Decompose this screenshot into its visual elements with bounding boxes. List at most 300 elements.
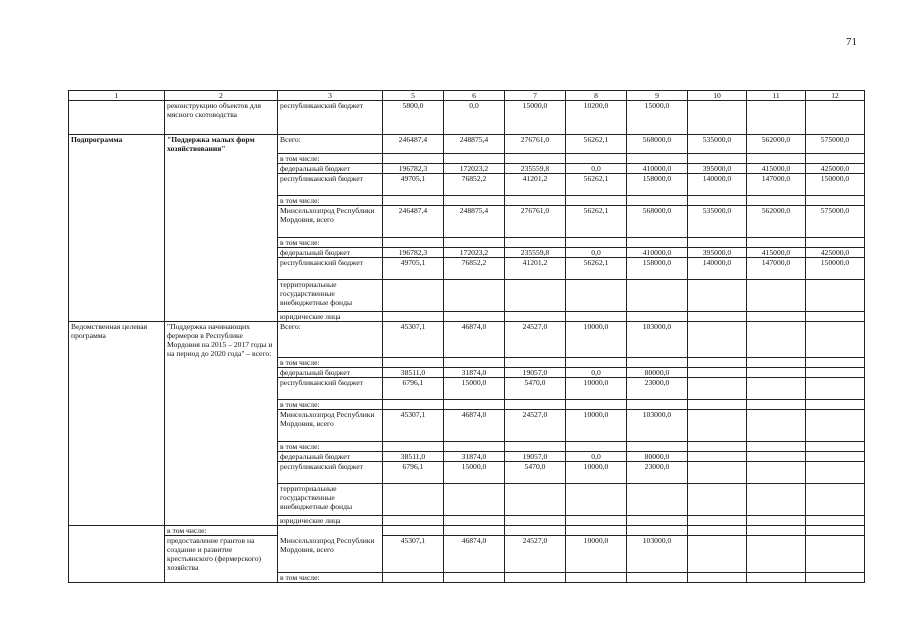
value-cell [566, 516, 627, 526]
program-type-cell [69, 237, 165, 247]
value-cell [444, 358, 505, 368]
value-cell [383, 153, 444, 163]
value-cell: 410000,0 [627, 163, 688, 173]
program-type-cell [69, 452, 165, 462]
value-cell: 147000,0 [747, 173, 806, 195]
table-row [69, 163, 865, 173]
value-cell [688, 452, 747, 462]
table-row [69, 400, 865, 410]
value-cell [505, 153, 566, 163]
column-header: 2 [165, 91, 278, 101]
value-cell: 140000,0 [688, 173, 747, 195]
table-row [69, 484, 865, 516]
program-name-cell: "Поддержка начинающих фермеров в Республике Мордовия на 2015 – 2017 годы и на период до 2020 года" – всего: [165, 321, 278, 358]
value-cell [566, 526, 627, 536]
funding-source-cell: в том числе: [278, 442, 383, 452]
table-row [69, 410, 865, 442]
value-cell: 49705,1 [383, 173, 444, 195]
value-cell [444, 279, 505, 311]
program-type-cell [69, 410, 165, 442]
value-cell: 10200,0 [566, 101, 627, 135]
value-cell [806, 462, 865, 484]
table-row [69, 462, 865, 484]
value-cell: 56262,1 [566, 135, 627, 154]
program-name-cell [165, 572, 278, 582]
value-cell: 575000,0 [806, 135, 865, 154]
value-cell: 235559,8 [505, 247, 566, 257]
value-cell [627, 237, 688, 247]
value-cell [688, 526, 747, 536]
value-cell [806, 516, 865, 526]
value-cell [747, 311, 806, 321]
funding-source-cell: юридические лица [278, 516, 383, 526]
value-cell [383, 311, 444, 321]
value-cell [566, 311, 627, 321]
table-row [69, 378, 865, 400]
program-name-cell: предоставление грантов на создание и развитие крестьянского (фермерского) хозяйства [165, 536, 278, 573]
value-cell: 49705,1 [383, 257, 444, 279]
table-row [69, 442, 865, 452]
value-cell: 535000,0 [688, 135, 747, 154]
value-cell: 24527,0 [505, 321, 566, 358]
value-cell [806, 195, 865, 205]
value-cell [747, 572, 806, 582]
program-type-cell [69, 526, 165, 536]
table-row [69, 173, 865, 195]
value-cell [444, 195, 505, 205]
funding-source-cell: территориальные государственные внебюджетные фонды [278, 279, 383, 311]
value-cell: 172023,2 [444, 163, 505, 173]
value-cell [444, 237, 505, 247]
value-cell [505, 358, 566, 368]
table-row [69, 153, 865, 163]
value-cell [688, 311, 747, 321]
table-row [69, 101, 865, 135]
program-name-cell [165, 442, 278, 452]
funding-source-cell: Всего: [278, 321, 383, 358]
value-cell [444, 516, 505, 526]
value-cell [688, 358, 747, 368]
value-cell [806, 153, 865, 163]
value-cell [806, 101, 865, 135]
value-cell [383, 400, 444, 410]
value-cell [747, 516, 806, 526]
program-name-cell [165, 516, 278, 526]
program-name-cell [165, 257, 278, 279]
value-cell [383, 572, 444, 582]
value-cell: 0,0 [566, 247, 627, 257]
table-row [69, 279, 865, 311]
value-cell [505, 279, 566, 311]
program-name-cell [165, 195, 278, 205]
value-cell [806, 378, 865, 400]
value-cell: 425000,0 [806, 163, 865, 173]
value-cell: 10000,0 [566, 378, 627, 400]
table-row [69, 237, 865, 247]
value-cell [627, 358, 688, 368]
value-cell [806, 311, 865, 321]
value-cell [383, 516, 444, 526]
program-name-cell [165, 484, 278, 516]
program-name-cell [165, 163, 278, 173]
value-cell [806, 358, 865, 368]
column-header: 7 [505, 91, 566, 101]
funding-source-cell: федеральный бюджет [278, 368, 383, 378]
column-header: 9 [627, 91, 688, 101]
funding-source-cell: территориальные государственные внебюджетные фонды [278, 484, 383, 516]
column-header: 1 [69, 91, 165, 101]
value-cell [688, 462, 747, 484]
value-cell [747, 400, 806, 410]
table-row [69, 572, 865, 582]
value-cell [688, 368, 747, 378]
value-cell [505, 442, 566, 452]
value-cell: 575000,0 [806, 205, 865, 237]
value-cell: 10000,0 [566, 536, 627, 573]
value-cell: 15000,0 [627, 101, 688, 135]
value-cell [747, 462, 806, 484]
table-row [69, 135, 865, 154]
value-cell [444, 153, 505, 163]
page-number: 71 [846, 36, 857, 48]
value-cell: 31874,0 [444, 452, 505, 462]
funding-source-cell: Всего: [278, 135, 383, 154]
funding-source-cell: республиканский бюджет [278, 462, 383, 484]
program-name-cell: в том числе: [165, 526, 278, 536]
value-cell [566, 442, 627, 452]
value-cell [747, 484, 806, 516]
value-cell: 415000,0 [747, 247, 806, 257]
budget-table [68, 90, 865, 583]
table-row [69, 368, 865, 378]
value-cell: 158000,0 [627, 173, 688, 195]
value-cell [688, 410, 747, 442]
value-cell: 5800,0 [383, 101, 444, 135]
program-name-cell [165, 279, 278, 311]
program-type-cell [69, 153, 165, 163]
table-row [69, 452, 865, 462]
program-name-cell [165, 153, 278, 163]
table-row [69, 536, 865, 573]
value-cell [627, 400, 688, 410]
program-type-cell [69, 205, 165, 237]
column-header: 10 [688, 91, 747, 101]
program-name-cell [165, 410, 278, 442]
program-type-cell [69, 484, 165, 516]
funding-source-cell: в том числе: [278, 237, 383, 247]
table-row [69, 311, 865, 321]
value-cell [806, 484, 865, 516]
value-cell: 535000,0 [688, 205, 747, 237]
value-cell [444, 526, 505, 536]
value-cell: 562000,0 [747, 135, 806, 154]
value-cell: 196782,3 [383, 247, 444, 257]
value-cell: 103000,0 [627, 410, 688, 442]
funding-source-cell: в том числе: [278, 572, 383, 582]
value-cell: 248875,4 [444, 205, 505, 237]
value-cell: 103000,0 [627, 536, 688, 573]
value-cell [806, 237, 865, 247]
table-row [69, 195, 865, 205]
value-cell: 41201,2 [505, 173, 566, 195]
value-cell [627, 311, 688, 321]
value-cell [566, 484, 627, 516]
funding-source-cell: федеральный бюджет [278, 247, 383, 257]
value-cell [383, 526, 444, 536]
value-cell: 80000,0 [627, 452, 688, 462]
value-cell [627, 279, 688, 311]
value-cell: 246487,4 [383, 135, 444, 154]
funding-source-cell: в том числе: [278, 400, 383, 410]
value-cell [747, 378, 806, 400]
table-row [69, 205, 865, 237]
column-header: 6 [444, 91, 505, 101]
value-cell: 45307,1 [383, 321, 444, 358]
value-cell [505, 572, 566, 582]
value-cell: 10000,0 [566, 410, 627, 442]
value-cell [747, 195, 806, 205]
value-cell [627, 153, 688, 163]
value-cell: 45307,1 [383, 536, 444, 573]
value-cell [383, 358, 444, 368]
program-name-cell [165, 368, 278, 378]
value-cell [383, 442, 444, 452]
table-row [69, 257, 865, 279]
value-cell: 23000,0 [627, 378, 688, 400]
value-cell [444, 400, 505, 410]
program-type-cell [69, 279, 165, 311]
program-type-cell [69, 358, 165, 368]
program-name-cell: реконструкцию объектов для мясного скотоводства [165, 101, 278, 135]
value-cell [806, 410, 865, 442]
program-type-cell [69, 257, 165, 279]
value-cell: 5470,0 [505, 378, 566, 400]
value-cell [688, 400, 747, 410]
value-cell: 395000,0 [688, 163, 747, 173]
value-cell [747, 321, 806, 358]
value-cell: 10000,0 [566, 462, 627, 484]
value-cell [444, 442, 505, 452]
funding-source-cell: федеральный бюджет [278, 163, 383, 173]
value-cell: 38511,0 [383, 452, 444, 462]
value-cell: 415000,0 [747, 163, 806, 173]
value-cell [505, 400, 566, 410]
value-cell [444, 484, 505, 516]
value-cell [627, 484, 688, 516]
value-cell [688, 572, 747, 582]
table-row [69, 526, 865, 536]
program-type-cell [69, 442, 165, 452]
value-cell [627, 572, 688, 582]
value-cell: 150000,0 [806, 173, 865, 195]
value-cell: 45307,1 [383, 410, 444, 442]
funding-source-cell: республиканский бюджет [278, 378, 383, 400]
value-cell [627, 526, 688, 536]
program-name-cell [165, 358, 278, 368]
value-cell [505, 526, 566, 536]
value-cell [627, 516, 688, 526]
value-cell [566, 195, 627, 205]
value-cell [688, 378, 747, 400]
funding-source-cell: федеральный бюджет [278, 452, 383, 462]
value-cell: 140000,0 [688, 257, 747, 279]
table-row [69, 321, 865, 358]
value-cell [747, 237, 806, 247]
program-name-cell [165, 173, 278, 195]
value-cell: 46874,0 [444, 536, 505, 573]
value-cell [688, 279, 747, 311]
value-cell: 76852,2 [444, 257, 505, 279]
value-cell [747, 279, 806, 311]
value-cell: 76852,2 [444, 173, 505, 195]
program-name-cell [165, 400, 278, 410]
value-cell [505, 311, 566, 321]
value-cell: 19057,0 [505, 452, 566, 462]
program-type-cell [69, 536, 165, 573]
program-type-cell [69, 572, 165, 582]
value-cell: 246487,4 [383, 205, 444, 237]
program-type-cell [69, 516, 165, 526]
program-type-cell [69, 368, 165, 378]
value-cell [806, 279, 865, 311]
program-name-cell [165, 311, 278, 321]
value-cell: 0,0 [444, 101, 505, 135]
value-cell: 103000,0 [627, 321, 688, 358]
table-row [69, 516, 865, 526]
value-cell: 150000,0 [806, 257, 865, 279]
value-cell [627, 442, 688, 452]
funding-source-cell: Минсельхозпрод Республики Мордовия, всего [278, 205, 383, 237]
value-cell [444, 572, 505, 582]
column-header: 3 [278, 91, 383, 101]
value-cell: 276761,0 [505, 205, 566, 237]
value-cell: 0,0 [566, 163, 627, 173]
value-cell: 196782,3 [383, 163, 444, 173]
value-cell [747, 452, 806, 462]
value-cell: 15000,0 [505, 101, 566, 135]
table-row [69, 247, 865, 257]
value-cell [688, 195, 747, 205]
program-type-cell: Ведомственная целевая программа [69, 321, 165, 358]
value-cell [566, 279, 627, 311]
value-cell [688, 153, 747, 163]
program-type-cell [69, 247, 165, 257]
program-name-cell [165, 247, 278, 257]
value-cell [566, 358, 627, 368]
column-header: 8 [566, 91, 627, 101]
value-cell [505, 195, 566, 205]
program-type-cell [69, 378, 165, 400]
value-cell [747, 536, 806, 573]
column-header: 12 [806, 91, 865, 101]
value-cell [566, 572, 627, 582]
program-type-cell [69, 462, 165, 484]
value-cell: 5470,0 [505, 462, 566, 484]
value-cell [806, 400, 865, 410]
value-cell [747, 358, 806, 368]
value-cell [806, 572, 865, 582]
value-cell: 425000,0 [806, 247, 865, 257]
funding-source-cell: в том числе: [278, 153, 383, 163]
funding-source-cell: республиканский бюджет [278, 173, 383, 195]
value-cell [747, 526, 806, 536]
value-cell: 172023,2 [444, 247, 505, 257]
value-cell: 46874,0 [444, 321, 505, 358]
value-cell: 19057,0 [505, 368, 566, 378]
value-cell [806, 526, 865, 536]
program-type-cell: Подпрограмма [69, 135, 165, 154]
program-name-cell [165, 205, 278, 237]
program-type-cell [69, 173, 165, 195]
program-name-cell [165, 378, 278, 400]
value-cell [747, 410, 806, 442]
value-cell: 6796,1 [383, 462, 444, 484]
value-cell: 235559,8 [505, 163, 566, 173]
value-cell: 15000,0 [444, 378, 505, 400]
value-cell [688, 321, 747, 358]
value-cell: 24527,0 [505, 410, 566, 442]
value-cell [806, 442, 865, 452]
value-cell [505, 516, 566, 526]
value-cell [688, 516, 747, 526]
value-cell [747, 153, 806, 163]
value-cell: 0,0 [566, 368, 627, 378]
value-cell [627, 195, 688, 205]
value-cell: 80000,0 [627, 368, 688, 378]
value-cell [505, 484, 566, 516]
value-cell: 568000,0 [627, 135, 688, 154]
value-cell: 23000,0 [627, 462, 688, 484]
value-cell [688, 484, 747, 516]
value-cell: 56262,1 [566, 173, 627, 195]
funding-source-cell: в том числе: [278, 195, 383, 205]
value-cell [806, 368, 865, 378]
value-cell [566, 237, 627, 247]
program-type-cell [69, 101, 165, 135]
value-cell: 31874,0 [444, 368, 505, 378]
table-row [69, 358, 865, 368]
value-cell [688, 237, 747, 247]
program-type-cell [69, 400, 165, 410]
value-cell [806, 452, 865, 462]
value-cell [688, 536, 747, 573]
value-cell [444, 311, 505, 321]
funding-source-cell: в том числе: [278, 358, 383, 368]
value-cell [383, 237, 444, 247]
value-cell: 56262,1 [566, 205, 627, 237]
value-cell [747, 368, 806, 378]
value-cell: 24527,0 [505, 536, 566, 573]
program-name-cell [165, 452, 278, 462]
value-cell [505, 237, 566, 247]
value-cell [566, 400, 627, 410]
value-cell: 568000,0 [627, 205, 688, 237]
value-cell: 562000,0 [747, 205, 806, 237]
program-type-cell [69, 311, 165, 321]
funding-source-cell: Минсельхозпрод Республики Мордовия, всего [278, 410, 383, 442]
value-cell [688, 442, 747, 452]
program-name-cell [165, 462, 278, 484]
value-cell: 10000,0 [566, 321, 627, 358]
value-cell: 41201,2 [505, 257, 566, 279]
funding-source-cell: республиканский бюджет [278, 257, 383, 279]
program-type-cell [69, 195, 165, 205]
funding-source-cell [278, 526, 383, 536]
value-cell: 56262,1 [566, 257, 627, 279]
value-cell [747, 442, 806, 452]
value-cell: 395000,0 [688, 247, 747, 257]
value-cell [566, 153, 627, 163]
